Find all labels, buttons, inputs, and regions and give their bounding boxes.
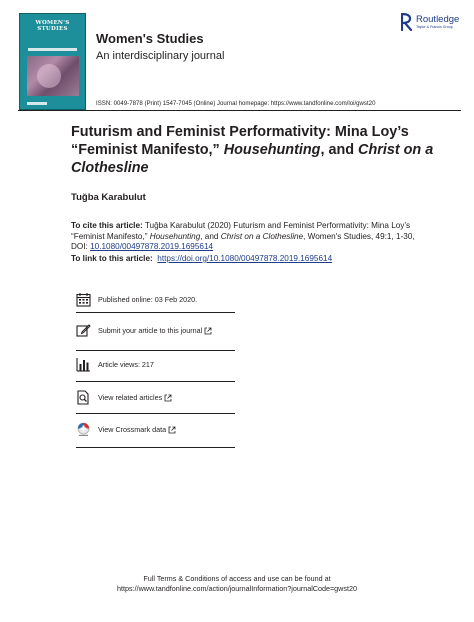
info-divider: [76, 350, 235, 351]
citation-text-2: , and: [200, 231, 221, 241]
external-link-icon: [164, 394, 172, 402]
views-row: [76, 353, 235, 376]
citation-text-3: , Women's Studies, 49:1, 1-30, DOI:: [71, 231, 415, 251]
external-link-icon: [204, 327, 212, 335]
crossmark-icon: [76, 422, 91, 437]
title-italic-2: Christ on a Clothesline: [71, 142, 434, 176]
author-name: Tuğba Karabulut: [71, 192, 146, 203]
citation-block: [71, 221, 421, 253]
title-text-1: Futurism and Feminist Performativity: Mina Loy’s “Feminist Manifesto,”: [71, 124, 409, 158]
terms-text: Full Terms & Conditions of access and use can be found at: [143, 574, 331, 583]
journal-cover-image: [19, 13, 86, 110]
citation-italic-1: Househunting: [149, 231, 201, 241]
article-link-line: [71, 254, 332, 263]
info-divider: [76, 312, 235, 313]
publisher-tagline: Taylor & Francis Group: [416, 25, 453, 29]
calendar-icon: [76, 292, 91, 307]
published-date: Published online: 03 Feb 2020.: [98, 295, 198, 304]
cover-title: WOMEN'S STUDIES: [35, 20, 70, 32]
terms-footer: [0, 574, 474, 593]
info-divider: [76, 381, 235, 382]
terms-url[interactable]: https://www.tandfonline.com/action/journalInformation?journalCode=gwst20: [117, 583, 357, 593]
issn-line: ISSN: 0049-7878 (Print) 1547-7045 (Online) Journal homepage: https://www.tandfonline.com/loi/gwst20: [96, 100, 376, 107]
routledge-r-icon: [401, 13, 413, 31]
article-url-link[interactable]: https://doi.org/10.1080/00497878.2019.1695614: [157, 254, 333, 263]
journal-title: Women's Studies: [96, 31, 204, 46]
title-text-2: , and: [320, 142, 359, 158]
cover-footer: [27, 102, 47, 105]
citation-italic-2: Christ on a Clothesline: [220, 231, 304, 241]
external-link-icon: [168, 426, 176, 434]
related-articles-link[interactable]: View related articles: [98, 393, 163, 402]
publisher-name: Routledge: [416, 14, 460, 25]
title-italic-1: Househunting: [223, 142, 321, 158]
info-divider: [76, 447, 235, 448]
info-divider: [76, 413, 235, 414]
submit-row[interactable]: [76, 319, 235, 342]
cover-artwork: [27, 56, 79, 96]
header-divider: [18, 110, 461, 111]
crossmark-row[interactable]: [76, 418, 235, 441]
link-label: To link to this article:: [71, 254, 153, 263]
crossmark-link[interactable]: View Crossmark data: [98, 425, 167, 434]
bar-chart-icon: [76, 357, 91, 372]
citation-text-1: Tuğba Karabulut (2020) Futurism and Feminist Performativity: Mina Loy’s “Feminist Manifesto,”: [71, 221, 411, 241]
article-views: Article views: 217: [98, 360, 154, 369]
citation-label: To cite this article:: [71, 221, 143, 230]
cover-band: [28, 48, 77, 51]
search-document-icon: [76, 390, 91, 405]
submit-article-link[interactable]: Submit your article to this journal: [98, 326, 203, 335]
doi-link[interactable]: 10.1080/00497878.2019.1695614: [90, 242, 214, 251]
publisher-logo: [401, 13, 461, 33]
published-row: [76, 288, 235, 311]
related-row[interactable]: [76, 386, 235, 409]
article-title: [71, 123, 443, 177]
journal-subtitle: An interdisciplinary journal: [96, 50, 225, 62]
edit-icon: [76, 323, 91, 338]
